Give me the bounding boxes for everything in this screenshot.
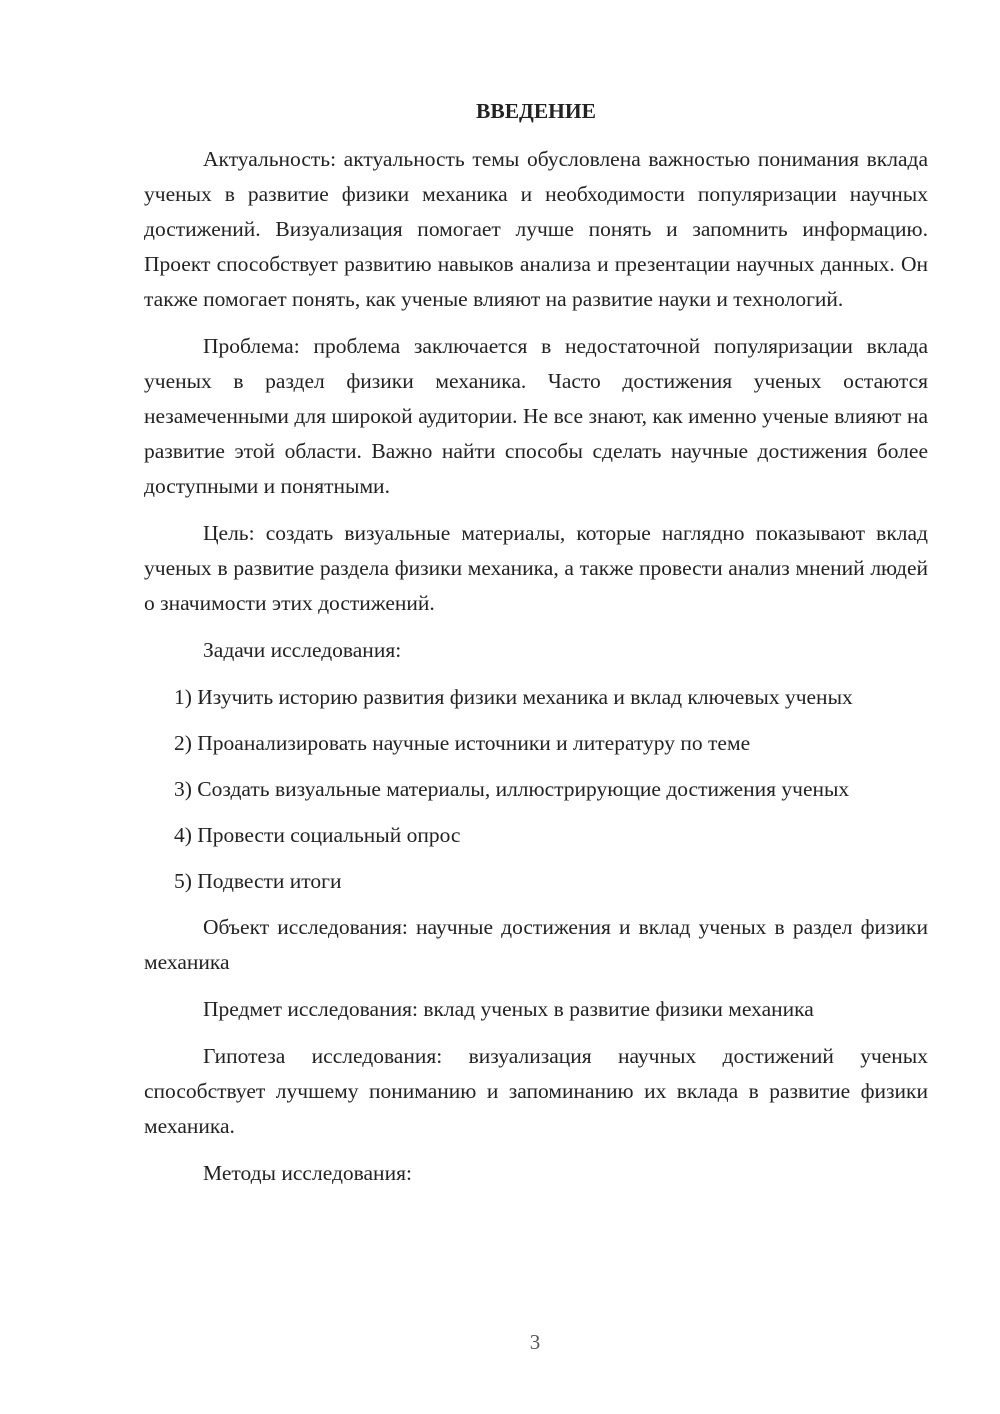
research-hypothesis-paragraph: Гипотеза исследования: визуализация научных достижений ученых способствует лучшему пониманию и запоминанию их вклада в развитие физики механика. — [144, 1044, 928, 1138]
task-item: 1) Изучить историю развития физики механика и вклад ключевых ученых — [174, 685, 853, 709]
problem-paragraph: Проблема: проблема заключается в недостаточной популяризации вклада ученых в раздел физики механика. Часто достижения ученых остаются незамеченными для широкой аудитории. Не все знают, как именно ученые влияют на развитие этой области. Важно найти способы сделать научные достижения более доступными и понятными. — [144, 334, 928, 498]
task-item: 2) Проанализировать научные источники и литературу по теме — [174, 731, 751, 755]
task-item: 5) Подвести итоги — [174, 869, 342, 893]
research-object-paragraph: Объект исследования: научные достижения и вклад ученых в раздел физики механика — [144, 915, 928, 974]
research-subject-paragraph: Предмет исследования: вклад ученых в развитие физики механика — [203, 997, 814, 1021]
task-item: 3) Создать визуальные материалы, иллюстрирующие достижения ученых — [174, 777, 850, 801]
tasks-heading: Задачи исследования: — [203, 638, 402, 662]
page-number: 3 — [529, 1330, 541, 1354]
research-methods-heading: Методы исследования: — [203, 1161, 412, 1185]
goal-paragraph: Цель: создать визуальные материалы, которые наглядно показывают вклад ученых в развитие раздела физики механика, а также провести анализ мнений людей о значимости этих достижений. — [144, 521, 928, 615]
document-page — [144, 94, 928, 1203]
relevance-paragraph: Актуальность: актуальность темы обусловлена важностью понимания вклада ученых в развитие физики механика и необходимости популяризации научных достижений. Визуализация помогает лучше понять и запомнить информацию. Проект способствует развитию навыков анализа и презентации научных данных. Он также помогает понять, как ученые влияют на развитие науки и технологий. — [144, 147, 928, 311]
task-item: 4) Провести социальный опрос — [174, 823, 461, 847]
section-title: ВВЕДЕНИЕ — [476, 99, 596, 123]
